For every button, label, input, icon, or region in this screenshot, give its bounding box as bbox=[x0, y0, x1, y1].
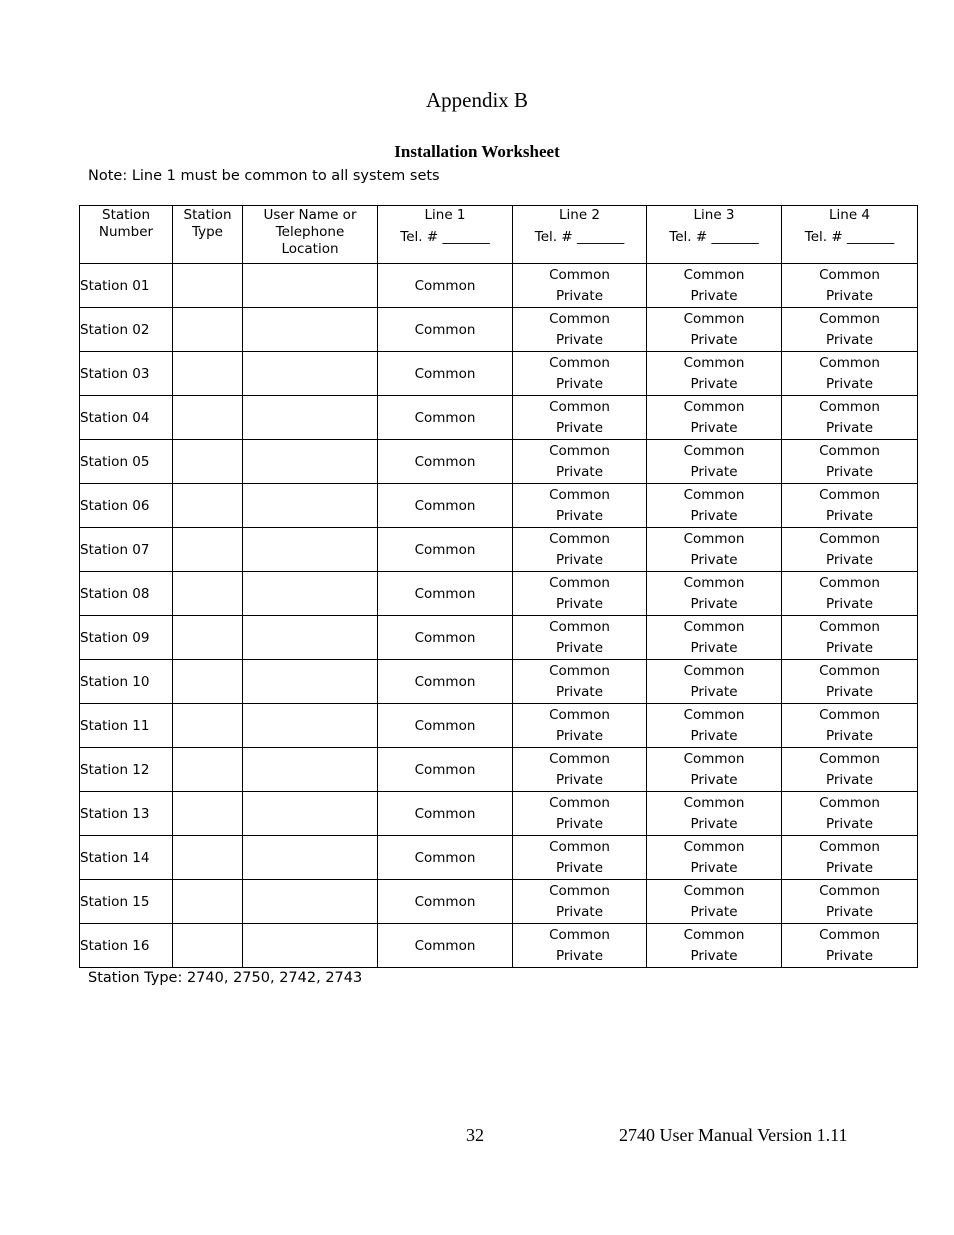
station-number-cell: Station 09 bbox=[80, 616, 173, 660]
line-1-cell: Common bbox=[378, 440, 513, 484]
line-4-cell bbox=[782, 396, 918, 440]
option-private[interactable]: Private bbox=[555, 551, 604, 568]
option-common[interactable]: Common bbox=[683, 486, 745, 503]
table-row bbox=[80, 836, 918, 880]
option-private[interactable]: Private bbox=[690, 551, 738, 568]
option-private[interactable]: Private bbox=[690, 287, 738, 304]
user-name-cell[interactable] bbox=[243, 308, 378, 352]
table-row bbox=[80, 704, 918, 748]
option-private[interactable]: Private bbox=[690, 727, 738, 744]
header-station-number: Station Number bbox=[80, 206, 173, 264]
table-row bbox=[80, 440, 918, 484]
line-3-cell bbox=[647, 572, 782, 616]
user-name-cell[interactable] bbox=[243, 396, 378, 440]
station-number-cell: Station 04 bbox=[80, 396, 173, 440]
line-1-cell: Common bbox=[378, 352, 513, 396]
option-common[interactable]: Common bbox=[683, 310, 745, 327]
option-common[interactable]: Common bbox=[549, 926, 610, 943]
option-private[interactable]: Private bbox=[825, 771, 874, 788]
user-name-cell[interactable] bbox=[243, 836, 378, 880]
option-private[interactable]: Private bbox=[690, 507, 738, 524]
option-private[interactable]: Private bbox=[690, 859, 738, 876]
table-row bbox=[80, 660, 918, 704]
line-4-cell bbox=[782, 792, 918, 836]
option-private[interactable]: Private bbox=[555, 595, 604, 612]
station-type-cell[interactable] bbox=[173, 924, 243, 968]
option-common[interactable]: Common bbox=[549, 750, 610, 767]
user-name-cell[interactable] bbox=[243, 616, 378, 660]
option-common[interactable]: Common bbox=[549, 398, 610, 415]
line-3-cell bbox=[647, 836, 782, 880]
user-name-cell[interactable] bbox=[243, 528, 378, 572]
option-common[interactable]: Common bbox=[549, 266, 610, 283]
option-private[interactable]: Private bbox=[555, 507, 604, 524]
option-common[interactable]: Common bbox=[683, 706, 745, 723]
station-number-cell: Station 13 bbox=[80, 792, 173, 836]
option-common[interactable]: Common bbox=[549, 618, 610, 635]
option-common[interactable]: Common bbox=[549, 442, 610, 459]
option-private[interactable]: Private bbox=[825, 683, 874, 700]
option-common[interactable]: Common bbox=[549, 574, 610, 591]
station-type-cell[interactable] bbox=[173, 352, 243, 396]
user-name-cell[interactable] bbox=[243, 484, 378, 528]
option-private[interactable]: Private bbox=[690, 463, 738, 480]
line-4-cell bbox=[782, 572, 918, 616]
table-row bbox=[80, 308, 918, 352]
table-row bbox=[80, 396, 918, 440]
line-4-cell bbox=[782, 748, 918, 792]
station-type-cell[interactable] bbox=[173, 572, 243, 616]
station-type-cell[interactable] bbox=[173, 308, 243, 352]
line-4-cell bbox=[782, 308, 918, 352]
line-4-cell bbox=[782, 660, 918, 704]
station-number-cell: Station 06 bbox=[80, 484, 173, 528]
user-name-cell[interactable] bbox=[243, 440, 378, 484]
option-common[interactable]: Common bbox=[819, 530, 880, 547]
option-private[interactable]: Private bbox=[825, 727, 874, 744]
line-1-cell: Common bbox=[378, 836, 513, 880]
option-private[interactable]: Private bbox=[825, 463, 874, 480]
line-3-cell bbox=[647, 924, 782, 968]
line-3-cell bbox=[647, 484, 782, 528]
station-number-cell: Station 11 bbox=[80, 704, 173, 748]
option-common[interactable]: Common bbox=[683, 574, 745, 591]
user-name-cell[interactable] bbox=[243, 264, 378, 308]
station-number-cell: Station 05 bbox=[80, 440, 173, 484]
line-2-cell bbox=[513, 748, 647, 792]
line-2-cell bbox=[513, 704, 647, 748]
option-private[interactable]: Private bbox=[825, 375, 874, 392]
line-1-cell: Common bbox=[378, 924, 513, 968]
table-row bbox=[80, 352, 918, 396]
line-4-cell bbox=[782, 704, 918, 748]
line-1-cell: Common bbox=[378, 792, 513, 836]
option-private[interactable]: Private bbox=[555, 419, 604, 436]
line-4-cell bbox=[782, 264, 918, 308]
option-common[interactable]: Common bbox=[819, 926, 880, 943]
option-private[interactable]: Private bbox=[690, 419, 738, 436]
line-1-cell: Common bbox=[378, 528, 513, 572]
station-type-cell[interactable] bbox=[173, 528, 243, 572]
option-common[interactable]: Common bbox=[683, 662, 745, 679]
tel-field: Tel. # _______ bbox=[534, 229, 625, 245]
option-common[interactable]: Common bbox=[549, 706, 610, 723]
line-2-cell bbox=[513, 572, 647, 616]
line-2-cell bbox=[513, 792, 647, 836]
option-private[interactable]: Private bbox=[555, 727, 604, 744]
station-number-cell: Station 08 bbox=[80, 572, 173, 616]
line-3-cell bbox=[647, 660, 782, 704]
line-2-cell bbox=[513, 308, 647, 352]
option-common[interactable]: Common bbox=[683, 926, 745, 943]
option-private[interactable]: Private bbox=[825, 947, 874, 964]
header-line-2: Line 2 Tel. # _______ bbox=[513, 206, 647, 264]
option-common[interactable]: Common bbox=[683, 882, 745, 899]
line-1-cell: Common bbox=[378, 616, 513, 660]
line-4-cell bbox=[782, 616, 918, 660]
line-3-cell bbox=[647, 792, 782, 836]
table-row bbox=[80, 616, 918, 660]
station-number-cell: Station 16 bbox=[80, 924, 173, 968]
note-text: Note: Line 1 must be common to all system sets bbox=[88, 168, 440, 184]
station-type-cell[interactable] bbox=[173, 880, 243, 924]
option-private[interactable]: Private bbox=[825, 639, 874, 656]
option-private[interactable]: Private bbox=[690, 815, 738, 832]
option-common[interactable]: Common bbox=[549, 486, 610, 503]
option-common[interactable]: Common bbox=[819, 398, 880, 415]
station-type-cell[interactable] bbox=[173, 440, 243, 484]
option-common[interactable]: Common bbox=[683, 398, 745, 415]
option-private[interactable]: Private bbox=[555, 375, 604, 392]
tel-field: Tel. # _______ bbox=[804, 229, 895, 245]
option-private[interactable]: Private bbox=[690, 331, 738, 348]
user-name-cell[interactable] bbox=[243, 924, 378, 968]
option-private[interactable]: Private bbox=[825, 815, 874, 832]
option-common[interactable]: Common bbox=[819, 794, 880, 811]
line-4-cell bbox=[782, 528, 918, 572]
option-common[interactable]: Common bbox=[683, 266, 745, 283]
line-3-cell bbox=[647, 880, 782, 924]
option-common[interactable]: Common bbox=[819, 618, 880, 635]
line-3-cell bbox=[647, 748, 782, 792]
line-2-cell bbox=[513, 484, 647, 528]
table-row bbox=[80, 528, 918, 572]
appendix-title: Appendix B bbox=[425, 88, 529, 112]
option-private[interactable]: Private bbox=[690, 375, 738, 392]
header-station-type: Station Type bbox=[173, 206, 243, 264]
option-private[interactable]: Private bbox=[825, 287, 874, 304]
line-1-cell: Common bbox=[378, 572, 513, 616]
option-common[interactable]: Common bbox=[819, 706, 880, 723]
line-1-cell: Common bbox=[378, 396, 513, 440]
option-private[interactable]: Private bbox=[690, 903, 738, 920]
tel-field: Tel. # _______ bbox=[669, 229, 759, 245]
station-type-cell[interactable] bbox=[173, 616, 243, 660]
line-4-cell bbox=[782, 924, 918, 968]
option-common[interactable]: Common bbox=[819, 266, 880, 283]
option-common[interactable]: Common bbox=[549, 882, 610, 899]
option-common[interactable]: Common bbox=[549, 310, 610, 327]
option-private[interactable]: Private bbox=[690, 683, 738, 700]
option-common[interactable]: Common bbox=[819, 574, 880, 591]
option-private[interactable]: Private bbox=[825, 903, 874, 920]
line-3-cell bbox=[647, 528, 782, 572]
line-2-cell bbox=[513, 528, 647, 572]
station-type-cell[interactable] bbox=[173, 264, 243, 308]
line-2-cell bbox=[513, 924, 647, 968]
option-common[interactable]: Common bbox=[683, 838, 745, 855]
option-private[interactable]: Private bbox=[555, 859, 604, 876]
option-common[interactable]: Common bbox=[549, 662, 610, 679]
option-private[interactable]: Private bbox=[555, 463, 604, 480]
user-name-cell[interactable] bbox=[243, 660, 378, 704]
line-3-cell bbox=[647, 616, 782, 660]
option-private[interactable]: Private bbox=[825, 595, 874, 612]
station-rows bbox=[80, 264, 918, 968]
station-type-cell[interactable] bbox=[173, 748, 243, 792]
option-common[interactable]: Common bbox=[819, 750, 880, 767]
line-1-cell: Common bbox=[378, 264, 513, 308]
user-name-cell[interactable] bbox=[243, 352, 378, 396]
line-3-cell bbox=[647, 352, 782, 396]
option-common[interactable]: Common bbox=[819, 882, 880, 899]
table-row bbox=[80, 924, 918, 968]
option-private[interactable]: Private bbox=[555, 683, 604, 700]
user-name-cell[interactable] bbox=[243, 704, 378, 748]
line-4-cell bbox=[782, 352, 918, 396]
option-common[interactable]: Common bbox=[683, 750, 745, 767]
station-number-cell: Station 14 bbox=[80, 836, 173, 880]
table-row bbox=[80, 264, 918, 308]
line-2-cell bbox=[513, 660, 647, 704]
line-2-cell bbox=[513, 396, 647, 440]
option-private[interactable]: Private bbox=[555, 815, 604, 832]
line-2-cell bbox=[513, 440, 647, 484]
option-common[interactable]: Common bbox=[683, 442, 745, 459]
line-3-cell bbox=[647, 440, 782, 484]
station-type-cell[interactable] bbox=[173, 704, 243, 748]
option-common[interactable]: Common bbox=[819, 662, 880, 679]
station-number-cell: Station 03 bbox=[80, 352, 173, 396]
tel-field: Tel. # _______ bbox=[400, 229, 490, 245]
station-type-note: Station Type: 2740, 2750, 2742, 2743 bbox=[88, 970, 363, 986]
option-private[interactable]: Private bbox=[825, 859, 874, 876]
header-user-name: User Name or Telephone Location bbox=[243, 206, 378, 264]
option-common[interactable]: Common bbox=[683, 354, 745, 371]
manual-version: 2740 User Manual Version 1.11 bbox=[619, 1125, 848, 1145]
option-common[interactable]: Common bbox=[683, 618, 745, 635]
station-number-cell: Station 15 bbox=[80, 880, 173, 924]
option-common[interactable]: Common bbox=[819, 354, 880, 371]
line-4-cell bbox=[782, 880, 918, 924]
option-common[interactable]: Common bbox=[819, 442, 880, 459]
station-type-cell[interactable] bbox=[173, 396, 243, 440]
option-private[interactable]: Private bbox=[555, 947, 604, 964]
option-common[interactable]: Common bbox=[683, 794, 745, 811]
line-1-cell: Common bbox=[378, 748, 513, 792]
user-name-cell[interactable] bbox=[243, 748, 378, 792]
option-private[interactable]: Private bbox=[555, 287, 604, 304]
option-private[interactable]: Private bbox=[690, 771, 738, 788]
station-number-cell: Station 02 bbox=[80, 308, 173, 352]
table-row bbox=[80, 748, 918, 792]
line-1-cell: Common bbox=[378, 880, 513, 924]
option-private[interactable]: Private bbox=[825, 331, 874, 348]
line-1-cell: Common bbox=[378, 704, 513, 748]
option-private[interactable]: Private bbox=[825, 507, 874, 524]
line-4-cell bbox=[782, 836, 918, 880]
user-name-cell[interactable] bbox=[243, 792, 378, 836]
option-private[interactable]: Private bbox=[555, 903, 604, 920]
table-row bbox=[80, 484, 918, 528]
line-3-cell bbox=[647, 308, 782, 352]
station-type-cell[interactable] bbox=[173, 484, 243, 528]
line-1-cell: Common bbox=[378, 660, 513, 704]
table-row bbox=[80, 792, 918, 836]
line-3-cell bbox=[647, 704, 782, 748]
option-common[interactable]: Common bbox=[549, 838, 610, 855]
user-name-cell[interactable] bbox=[243, 880, 378, 924]
line-4-cell bbox=[782, 440, 918, 484]
table-header-row bbox=[80, 206, 918, 264]
table-row bbox=[80, 880, 918, 924]
worksheet-title: Installation Worksheet bbox=[394, 142, 560, 161]
station-number-cell: Station 12 bbox=[80, 748, 173, 792]
line-2-cell bbox=[513, 352, 647, 396]
station-type-cell[interactable] bbox=[173, 660, 243, 704]
option-common[interactable]: Common bbox=[819, 838, 880, 855]
line-2-cell bbox=[513, 836, 647, 880]
station-number-cell: Station 10 bbox=[80, 660, 173, 704]
option-private[interactable]: Private bbox=[825, 419, 874, 436]
table-row bbox=[80, 572, 918, 616]
line-3-cell bbox=[647, 396, 782, 440]
option-private[interactable]: Private bbox=[555, 331, 604, 348]
header-line-4: Line 4 Tel. # _______ bbox=[782, 206, 918, 264]
station-number-cell: Station 07 bbox=[80, 528, 173, 572]
option-private[interactable]: Private bbox=[555, 639, 604, 656]
option-common[interactable]: Common bbox=[549, 354, 610, 371]
option-common[interactable]: Common bbox=[549, 794, 610, 811]
line-4-cell bbox=[782, 484, 918, 528]
line-2-cell bbox=[513, 880, 647, 924]
option-private[interactable]: Private bbox=[690, 639, 738, 656]
line-2-cell bbox=[513, 264, 647, 308]
station-type-cell[interactable] bbox=[173, 792, 243, 836]
option-private[interactable]: Private bbox=[555, 771, 604, 788]
header-line-1: Line 1 Tel. # _______ bbox=[378, 206, 513, 264]
station-type-cell[interactable] bbox=[173, 836, 243, 880]
line-1-cell: Common bbox=[378, 308, 513, 352]
station-number-cell: Station 01 bbox=[80, 264, 173, 308]
option-private[interactable]: Private bbox=[690, 595, 738, 612]
option-common[interactable]: Common bbox=[819, 310, 880, 327]
line-2-cell bbox=[513, 616, 647, 660]
option-private[interactable]: Private bbox=[690, 947, 738, 964]
header-line-3: Line 3 Tel. # _______ bbox=[647, 206, 782, 264]
option-common[interactable]: Common bbox=[683, 530, 745, 547]
page-number: 32 bbox=[466, 1125, 484, 1145]
installation-worksheet-table bbox=[79, 205, 918, 968]
line-1-cell: Common bbox=[378, 484, 513, 528]
line-3-cell bbox=[647, 264, 782, 308]
option-common[interactable]: Common bbox=[549, 530, 610, 547]
option-private[interactable]: Private bbox=[825, 551, 874, 568]
option-common[interactable]: Common bbox=[819, 486, 880, 503]
user-name-cell[interactable] bbox=[243, 572, 378, 616]
